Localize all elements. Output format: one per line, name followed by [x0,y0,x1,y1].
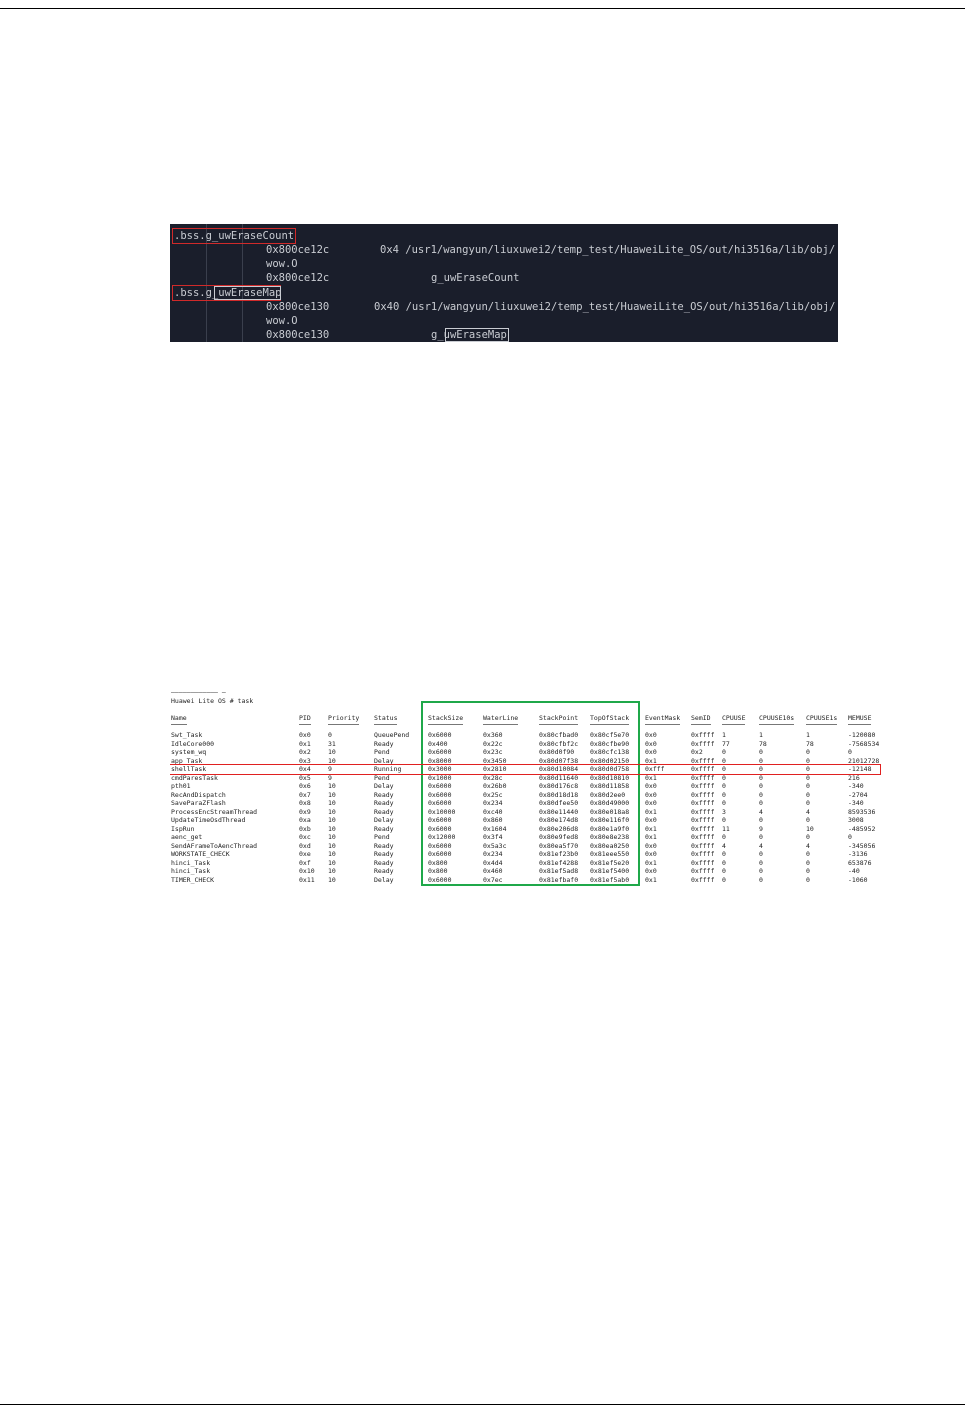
footer-rule [0,1404,965,1405]
header-underline [328,724,359,725]
table-cell: 0x7ec [483,875,503,884]
table-cell: 0 [722,799,726,807]
table-cell: TIMER_CHECK [171,875,215,884]
terminal-map-screenshot [170,224,838,342]
table-cell: 0x80d10084 [539,765,579,773]
table-cell: 0 [722,867,726,875]
table-cell: 0 [722,756,726,765]
table-cell: 0 [722,875,726,884]
table-cell: 0x6000 [428,731,452,739]
terminal-line: 0x800ce130 [266,301,330,313]
table-cell: IdleCore000 [171,739,215,748]
header-underline [691,724,711,725]
column-header: SemID [691,714,711,722]
table-cell: 0x8000 [428,756,452,765]
table-cell: 0x234 [483,799,503,807]
table-cell: 3008 [848,816,864,824]
column-header: CPUUSE [722,714,746,722]
table-cell: 0xd [299,841,311,850]
table-cell: 0x80d18d18 [539,790,579,799]
table-cell: 0x80ea0250 [590,841,630,850]
table-cell: 0 [806,833,810,841]
table-cell: 3 [722,807,726,816]
table-cell: 0 [806,790,810,799]
table-cell: -2704 [848,790,868,799]
table-cell: 0x360 [483,731,503,739]
table-cell: 0 [806,875,810,884]
column-header: WaterLine [483,714,519,722]
table-cell: 0xffff [691,824,715,833]
table-cell: 10 [328,858,336,867]
table-cell: 216 [848,773,860,782]
table-cell: Ready [374,799,394,807]
table-cell: 0x23c [483,748,503,756]
column-header: CPUUSE10s [759,714,795,722]
table-cell: 0x12000 [428,833,456,841]
table-cell: 0x2810 [483,765,507,773]
table-cell: -345056 [848,841,876,850]
terminal-line: 0x800ce12c [266,272,330,284]
table-cell: 0x81efbaf0 [539,875,579,884]
table-cell: 0x0 [645,782,657,790]
table-cell: 0xffff [691,756,715,765]
table-cell: 0x80d2ee0 [590,790,626,799]
table-cell: Pend [374,773,390,782]
table-cell: 0x6000 [428,824,452,833]
table-cell: 0x80e174d8 [539,816,579,824]
table-cell: 0x1000 [428,773,452,782]
table-cell: 0x0 [299,731,311,739]
table-cell: 0x80d0d758 [590,765,630,773]
table-cell: 0 [806,867,810,875]
table-cell: 0xffff [691,773,715,782]
table-cell: 4 [806,807,810,816]
table-cell: 0 [722,773,726,782]
table-cell: 0 [759,833,763,841]
table-cell: 0x1 [645,858,657,867]
table-cell: 10 [328,875,336,884]
table-cell: 0x2 [691,748,703,756]
table-cell: hinci_Task [171,867,211,875]
table-cell: 0x26b0 [483,782,507,790]
table-cell: 653876 [848,858,872,867]
table-cell: 0x0 [645,731,657,739]
table-cell: 0xc40 [483,807,503,816]
table-cell: 0xffff [691,799,715,807]
table-cell: SaveParaZFlash [171,799,226,807]
table-cell: 0x80cf5e70 [590,731,630,739]
table-cell: 0x2 [299,748,311,756]
table-cell: Ready [374,867,394,875]
column-header: TopOfStack [590,714,630,722]
table-cell: 10 [328,816,336,824]
table-cell: 0x234 [483,850,503,858]
table-cell: 10 [328,799,336,807]
table-cell: shellTask [171,765,207,773]
table-cell: 0x1 [645,875,657,884]
table-cell: 10 [328,841,336,850]
table-cell: 0x81ef5ab0 [590,875,630,884]
table-cell: 0xc [299,833,311,841]
table-cell: 0 [328,731,332,739]
table-cell: 0xf [299,858,311,867]
table-cell: 0x6000 [428,790,452,799]
table-cell: Ready [374,850,394,858]
table-cell: -340 [848,782,864,790]
header-underline [299,724,311,725]
dash-line-top: ———————————— — [171,688,226,696]
column-header: StackPoint [539,714,579,722]
table-cell: 0x6000 [428,841,452,850]
table-cell: pth01 [171,782,191,790]
table-cell: 1 [759,731,763,739]
table-cell: 0x80e9fed8 [539,833,579,841]
table-cell: 0 [759,756,763,765]
table-cell: 0xb [299,824,311,833]
table-cell: 0x80d02150 [590,756,630,765]
table-cell: 0 [722,833,726,841]
table-cell: 0x7 [299,790,311,799]
column-header: StackSize [428,714,464,722]
table-cell: 0x81eee550 [590,850,630,858]
table-cell: 0xffff [691,782,715,790]
column-header: MEMUSE [848,714,872,722]
table-cell: 0x80e206d8 [539,824,579,833]
table-cell: 0x80d11640 [539,773,579,782]
table-cell: 0 [722,765,726,773]
table-cell: 0x0 [645,739,657,748]
column-header: Name [171,714,187,722]
table-cell: 0 [806,799,810,807]
table-cell: 0 [806,756,810,765]
table-cell: 0x81ef5400 [590,867,630,875]
table-cell: 0x6 [299,782,311,790]
table-cell: 4 [759,807,763,816]
table-cell: 0x1 [645,756,657,765]
table-cell: 0x1 [645,824,657,833]
table-cell: 0 [806,858,810,867]
header-underline [374,724,397,725]
table-cell: Delay [374,756,394,765]
table-cell: 11 [722,824,730,833]
table-cell: 0x80d49000 [590,799,630,807]
shelltask-row-highlight [170,764,881,775]
table-cell: Ready [374,858,394,867]
table-cell: Ready [374,739,394,748]
table-cell: 0x80e116f0 [590,816,630,824]
table-cell: 1 [806,731,810,739]
terminal-line: .bss.g_uwEraseCount [174,230,295,242]
table-cell: 0x10 [299,867,315,875]
header-underline [645,724,680,725]
table-cell: 10 [328,782,336,790]
table-cell: 0xffff [691,790,715,799]
table-cell: 0x6000 [428,748,452,756]
table-cell: 0x80d07f38 [539,756,579,765]
column-header: Status [374,714,398,722]
table-cell: 0x800 [428,867,448,875]
table-cell: Delay [374,782,394,790]
table-cell: 0x3f4 [483,833,503,841]
table-cell: 0 [759,858,763,867]
table-cell: 9 [328,773,332,782]
table-cell: 0 [722,850,726,858]
table-cell: 31 [328,739,336,748]
table-cell: 0x10000 [428,807,456,816]
column-header: CPUUSE1s [806,714,838,722]
table-cell: Running [374,765,402,773]
header-underline [848,724,871,725]
table-cell: 0xffff [691,816,715,824]
table-cell: 10 [328,867,336,875]
table-cell: 0xffff [691,833,715,841]
table-cell: 0xffff [691,765,715,773]
terminal-line: 0x800ce12c [266,244,330,256]
table-cell: 0x80e018a8 [590,807,630,816]
table-cell: Ready [374,790,394,799]
table-cell: 0x80d10810 [590,773,630,782]
table-cell: 10 [328,756,336,765]
table-cell: 9 [328,765,332,773]
table-cell: 10 [328,748,336,756]
table-cell: 0x1604 [483,824,507,833]
table-cell: 0x28c [483,773,503,782]
table-cell: 78 [759,739,767,748]
table-cell: -12148 [848,765,872,773]
table-cell: 0 [759,875,763,884]
table-cell: 0 [722,748,726,756]
table-cell: -485952 [848,824,876,833]
table-cell: 0 [759,773,763,782]
terminal-line: 0x800ce130 [266,329,330,341]
table-cell: 10 [806,824,814,833]
table-cell: 4 [722,841,726,850]
table-cell: 0x80cfc138 [590,748,630,756]
table-cell: 0xffff [691,858,715,867]
table-cell: 0 [722,858,726,867]
header-underline [759,724,794,725]
table-cell: 0xffff [691,807,715,816]
table-cell: 0x6000 [428,875,452,884]
table-cell: -1060 [848,875,868,884]
table-cell: 0x0 [645,816,657,824]
table-cell: 0 [759,799,763,807]
terminal-line: wow.O [266,258,298,270]
stack-columns-highlight [421,701,640,886]
header-underline [171,724,187,725]
table-cell: Ready [374,807,394,816]
table-cell: 77 [722,739,730,748]
table-cell: Ready [374,841,394,850]
table-cell: 0 [806,748,810,756]
table-cell: 21012728 [848,756,880,765]
table-cell: 0x11 [299,875,315,884]
table-cell: 0x80e11440 [539,807,579,816]
table-cell: -3136 [848,850,868,858]
table-cell: 0 [806,773,810,782]
table-cell: 10 [328,833,336,841]
table-cell: 0x80ea5f70 [539,841,579,850]
table-cell: 0x3000 [428,765,452,773]
table-cell: 0 [759,782,763,790]
terminal-line: 0x4 /usr1/wangyun/liuxuwei2/temp_test/HuaweiLite_OS/out/hi3516a/lib/obj/ [380,244,836,256]
table-cell: 0xffff [691,850,715,858]
table-cell: Delay [374,816,394,824]
task-list-screenshot [170,688,882,886]
table-cell: 0x4 [299,765,311,773]
table-cell: 0 [759,850,763,858]
table-cell: 0 [759,790,763,799]
table-cell: 0x80cfbf2c [539,739,579,748]
table-cell: 0x800 [428,858,448,867]
table-cell: aenc_get [171,833,203,841]
table-cell: Swt_Task [171,731,203,739]
table-cell: 0 [806,782,810,790]
table-cell: WORKSTATE_CHECK [171,850,230,858]
table-cell: 0xe [299,850,311,858]
table-cell: 0x0 [645,867,657,875]
table-cell: -40 [848,867,860,875]
table-cell: 0x80e1a9f0 [590,824,630,833]
table-cell: 0xfff [645,765,665,773]
table-cell: 0x80d176c8 [539,782,579,790]
table-cell: 0xffff [691,867,715,875]
header-rule [0,8,965,9]
table-cell: 0x0 [645,799,657,807]
table-cell: SendAFrameToAencThread [171,841,258,850]
column-header: EventMask [645,714,681,722]
table-cell: -340 [848,799,864,807]
table-cell: 9 [759,824,763,833]
table-cell: 0x1 [299,739,311,748]
table-cell: app_Task [171,756,203,765]
table-cell: 0 [722,790,726,799]
table-cell: 0xa [299,816,311,824]
table-cell: 0x81ef23b0 [539,850,579,858]
table-cell: ProcessEncStreamThread [171,807,258,816]
table-cell: 0x81ef4288 [539,858,579,867]
terminal-line: g_uwEraseCount [431,272,520,284]
table-cell: system_wq [171,748,207,756]
table-cell: hinci_Task [171,858,211,867]
table-cell: Pend [374,748,390,756]
table-cell: 0x3450 [483,756,507,765]
table-cell: 0x80e8e238 [590,833,630,841]
table-cell: 0x400 [428,739,448,748]
terminal-line: wow.O [266,315,298,327]
table-cell: 0x1 [645,807,657,816]
table-cell: 0 [806,850,810,858]
table-cell: -7568534 [848,739,880,748]
table-cell: 0x81ef5e20 [590,858,630,867]
table-cell: cmdParesTask [171,773,218,782]
table-cell: 0x80cfbad0 [539,731,579,739]
table-cell: 10 [328,807,336,816]
table-cell: 0x1 [645,773,657,782]
table-cell: 0x80dfee50 [539,799,579,807]
table-cell: 0x6000 [428,799,452,807]
table-cell: 0x460 [483,867,503,875]
table-cell: 78 [806,739,814,748]
table-cell: 1 [722,731,726,739]
table-cell: -120080 [848,731,876,739]
table-cell: 0 [759,748,763,756]
table-cell: 0x25c [483,790,503,799]
table-cell: 0 [848,748,852,756]
table-cell: 0x0 [645,790,657,799]
table-cell: 0 [759,816,763,824]
terminal-line: g_uwEraseMap [431,329,507,341]
table-cell: 4 [759,841,763,850]
table-cell: 0x80d0f90 [539,748,575,756]
table-cell: Pend [374,833,390,841]
table-cell: 0x0 [645,841,657,850]
table-cell: 0x80cfbe90 [590,739,630,748]
table-cell: 0x0 [645,748,657,756]
column-header: Priority [328,714,360,722]
header-underline [806,724,837,725]
table-cell: 10 [328,824,336,833]
terminal-line: .bss.g_uwEraseMap [174,287,282,299]
table-cell: UpdateTimeOsdThread [171,816,246,824]
table-cell: 0x81ef5ad8 [539,867,579,875]
table-cell: 0xffff [691,875,715,884]
table-cell: 0 [722,782,726,790]
table-cell: IspRun [171,824,195,833]
shell-prompt: Huawei Lite OS # task [171,697,254,705]
table-cell: 0xffff [691,731,715,739]
table-cell: 0x5 [299,773,311,782]
table-cell: 0 [759,765,763,773]
table-cell: 0x1 [645,833,657,841]
table-cell: 0x4d4 [483,858,503,867]
table-cell: 0x6000 [428,816,452,824]
table-cell: 0x80d11858 [590,782,630,790]
table-cell: Ready [374,824,394,833]
table-cell: 0x22c [483,739,503,748]
table-cell: 10 [328,850,336,858]
table-cell: 0x5a3c [483,841,507,850]
table-cell: QueuePend [374,731,410,739]
table-cell: 0x8 [299,799,311,807]
table-cell: 0x0 [645,850,657,858]
table-cell: 0 [759,867,763,875]
table-cell: 0x9 [299,807,311,816]
table-cell: 0 [806,816,810,824]
header-underline [722,724,745,725]
table-cell: 0x3 [299,756,311,765]
terminal-line: 0x40 /usr1/wangyun/liuxuwei2/temp_test/HuaweiLite_OS/out/hi3516a/lib/obj/ [374,301,836,313]
column-header: PID [299,714,311,722]
table-cell: 0xffff [691,841,715,850]
table-cell: 0 [722,816,726,824]
table-cell: 0 [848,833,852,841]
table-cell: 4 [806,841,810,850]
table-cell: 0x6000 [428,782,452,790]
table-cell: 0x6000 [428,850,452,858]
table-cell: 0xffff [691,739,715,748]
table-cell: 8593536 [848,807,876,816]
table-cell: 0x860 [483,816,503,824]
table-cell: 10 [328,790,336,799]
table-cell: Delay [374,875,394,884]
table-cell: 0 [806,765,810,773]
table-cell: RecAndDispatch [171,790,226,799]
